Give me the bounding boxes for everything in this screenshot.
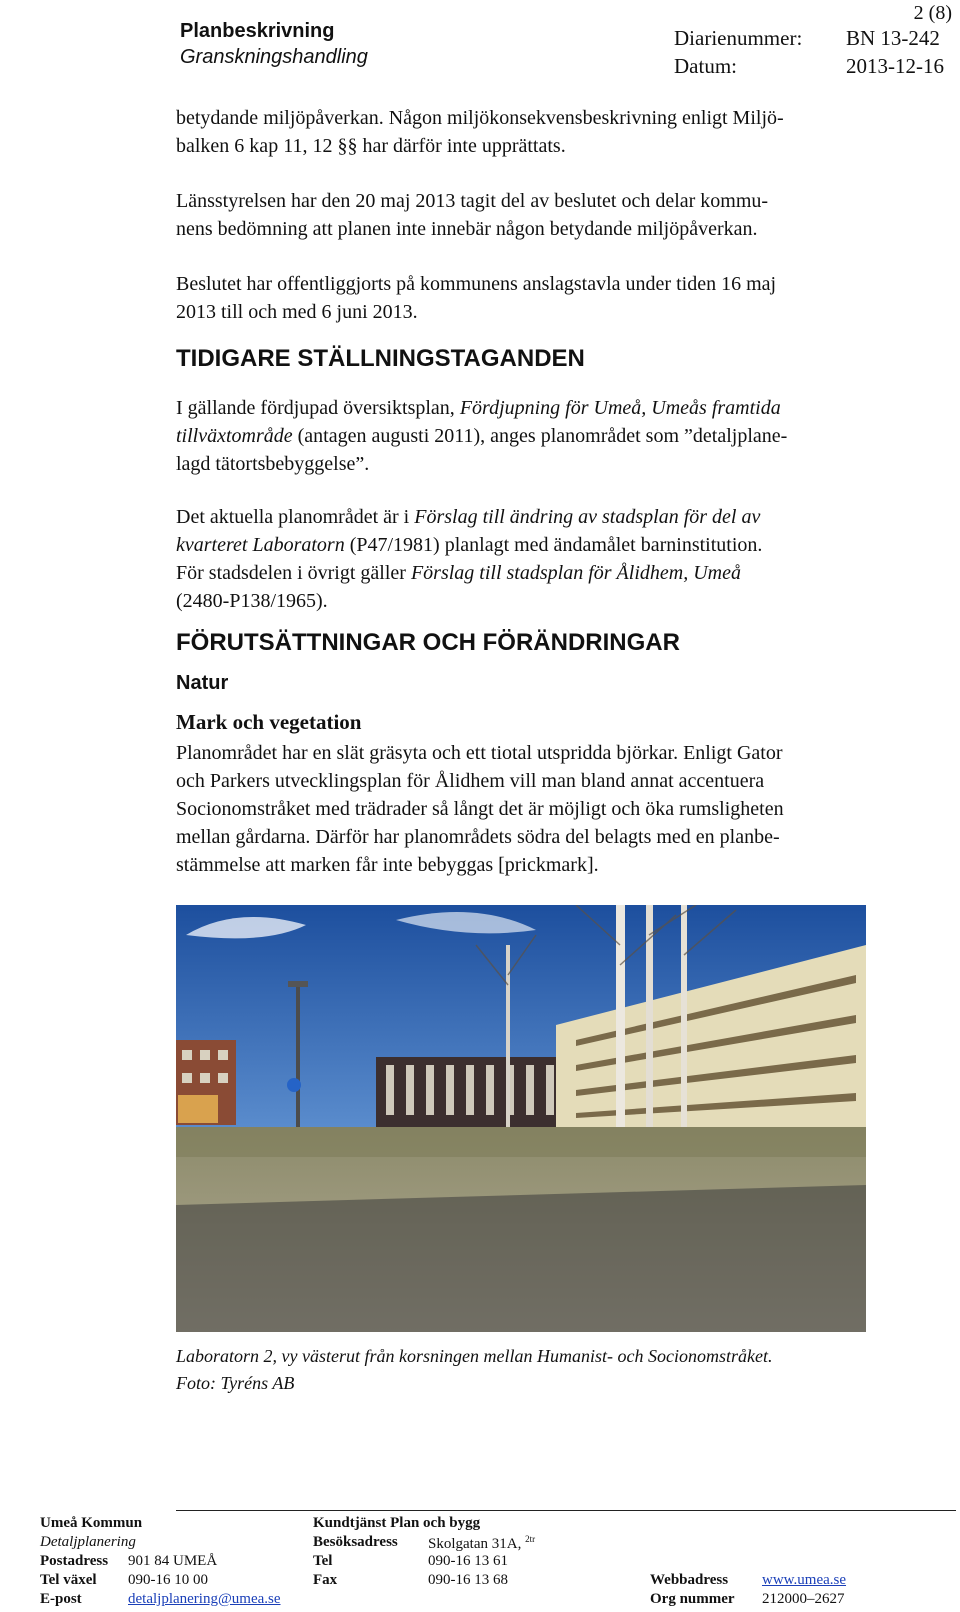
footer-fax-value: 090-16 13 68 [428, 1572, 508, 1588]
plan-title-italic: Förslag till ändring av stadsplan för del av [414, 506, 761, 528]
footer-dept: Detaljplanering [40, 1534, 136, 1550]
heading-tidigare-stallningstaganden: TIDIGARE STÄLLNINGSTAGANDEN [176, 345, 585, 372]
text-line: lagd tätortsbebyggelse”. [176, 453, 370, 475]
footer-divider [176, 1510, 956, 1511]
paragraph-stadsplan [176, 503, 916, 615]
document-subtitle: Granskningshandling [180, 46, 368, 68]
footer-tel-value: 090-16 13 61 [428, 1553, 508, 1569]
text-line: (2480-P138/1965). [176, 590, 328, 612]
plan-title-italic: Förslag till stadsplan för Ålidhem, Umeå [410, 562, 741, 584]
footer-web-link[interactable]: www.umea.se [762, 1572, 847, 1588]
datum-label: Datum: [674, 54, 737, 78]
footer-org: Umeå Kommun [40, 1515, 143, 1531]
footer-epost-link[interactable]: detaljplanering@umea.se [128, 1591, 281, 1607]
text-run: (antagen augusti 2011), anges planområdet som ”detaljplane- [292, 425, 788, 447]
datum-value: 2013-12-16 [846, 54, 944, 78]
diarienummer-value: BN 13-242 [846, 26, 940, 50]
footer-orgnr-value: 212000–2627 [762, 1591, 845, 1607]
text-run: I gällande fördjupad översiktsplan, [176, 397, 460, 419]
footer-epost-label: E-post [40, 1591, 82, 1607]
photo-caption [176, 1343, 916, 1397]
document-title: Planbeskrivning [180, 20, 335, 42]
footer-kundtjanst: Kundtjänst Plan och bygg [313, 1515, 481, 1531]
plan-title-italic: kvarteret Laboratorn [176, 534, 345, 556]
footer-orgnr-label: Org nummer [650, 1591, 735, 1607]
text-run: Det aktuella planområdet är i [176, 506, 415, 528]
footer-web-label: Webbadress [650, 1572, 729, 1588]
footer-tel-label: Tel [313, 1553, 333, 1569]
paragraph-environment [176, 104, 916, 160]
text-line: balken 6 kap 11, 12 §§ har därför inte upprättats. [176, 135, 566, 157]
plan-title-italic: tillväxtområde [176, 425, 293, 447]
text-line: och Parkers utvecklingsplan för Ålidhem vill man bland annat accentuera [176, 770, 765, 792]
paragraph-oversiktsplan [176, 394, 916, 478]
caption-line: Laboratorn 2, vy västerut från korsningen mellan Humanist- och Socionomstråket. [176, 1346, 773, 1366]
text-line: mellan gårdarna. Därför har planområdets södra del belagts med en planbe- [176, 826, 780, 848]
text-line: Socionomstråket med trädrader så långt det är möjligt och öka rumsligheten [176, 798, 784, 820]
text-line: Länsstyrelsen har den 20 maj 2013 tagit del av beslutet och delar kommu- [176, 190, 769, 212]
footer-besok-label: Besöksadress [313, 1534, 398, 1550]
text-line: Planområdet har en slät gräsyta och ett tiotal utspridda björkar. Enligt Gator [176, 742, 783, 764]
diarienummer-label: Diarienummer: [674, 26, 803, 50]
page-number: 2 (8) [913, 2, 952, 24]
footer-telvaxel-label: Tel växel [40, 1572, 97, 1588]
subheading-natur: Natur [176, 672, 229, 694]
footer-postadress-label: Postadress [40, 1553, 109, 1569]
heading-forutsattningar: FÖRUTSÄTTNINGAR OCH FÖRÄNDRINGAR [176, 629, 680, 656]
text-line: 2013 till och med 6 juni 2013. [176, 301, 418, 323]
footer-postadress-value: 901 84 UMEÅ [128, 1553, 218, 1569]
text-line: stämmelse att marken får inte bebyggas [prickmark]. [176, 854, 599, 876]
caption-line: Foto: Tyréns AB [176, 1373, 295, 1393]
text-line: betydande miljöpåverkan. Någon miljökonsekvensbeskrivning enligt Miljö- [176, 107, 784, 129]
footer-fax-label: Fax [313, 1572, 338, 1588]
paragraph-lansstyrelsen [176, 187, 916, 243]
text-run: (P47/1981) planlagt med ändamålet barninstitution. [344, 534, 763, 556]
footer-besok-address: Skolgatan 31A, [428, 1536, 522, 1552]
paragraph-mark [176, 739, 916, 879]
text-run: För stadsdelen i övrigt gäller [176, 562, 411, 584]
site-photo [176, 905, 866, 1332]
footer-besok-value [428, 1534, 535, 1553]
subheading-mark-och-vegetation: Mark och vegetation [176, 710, 362, 734]
text-line: nens bedömning att planen inte innebär någon betydande miljöpåverkan. [176, 218, 758, 240]
paragraph-beslut [176, 270, 916, 326]
plan-title-italic: Fördjupning för Umeå, Umeås framtida [459, 397, 781, 419]
footer-telvaxel-value: 090-16 10 00 [128, 1572, 208, 1588]
photo-illustration [176, 905, 866, 1332]
text-line: Beslutet har offentliggjorts på kommunens anslagstavla under tiden 16 maj [176, 273, 777, 295]
footer-besok-floor: 2tr [525, 1534, 536, 1544]
